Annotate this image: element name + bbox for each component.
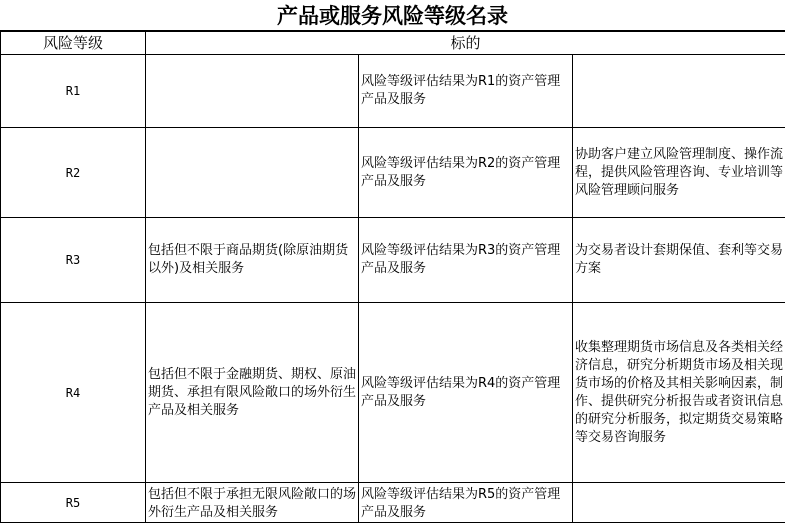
table-row (1, 55, 785, 128)
table-row (1, 303, 785, 483)
advisory-cell: 协助客户建立风险管理制度、操作流程，提供风险管理咨询、专业培训等风险管理顾问服务 (573, 128, 785, 218)
table-title: 产品或服务风险等级名录 (0, 0, 785, 31)
table-row (1, 218, 785, 303)
asset-management-cell: 风险等级评估结果为R4的资产管理产品及服务 (359, 303, 573, 483)
advisory-cell (573, 483, 785, 523)
asset-management-cell: 风险等级评估结果为R3的资产管理产品及服务 (359, 218, 573, 303)
risk-level-cell: R4 (1, 303, 146, 483)
risk-level-cell: R2 (1, 128, 146, 218)
advisory-cell: 为交易者设计套期保值、套利等交易方案 (573, 218, 785, 303)
risk-level-cell: R3 (1, 218, 146, 303)
advisory-cell: 收集整理期货市场信息及各类相关经济信息，研究分析期货市场及相关现货市场的价格及其相关影响因素，制作、提供研究分析报告或者资讯信息的研究分析服务，拟定期货交易策略等交易咨询服务 (573, 303, 785, 483)
commodity-cell: 包括但不限于金融期货、期权、原油期货、承担有限风险敞口的场外衍生产品及相关服务 (146, 303, 359, 483)
header-risk-level: 风险等级 (1, 32, 146, 55)
advisory-cell (573, 55, 785, 128)
asset-management-cell: 风险等级评估结果为R5的资产管理产品及服务 (359, 483, 573, 523)
commodity-cell (146, 128, 359, 218)
asset-management-cell: 风险等级评估结果为R2的资产管理产品及服务 (359, 128, 573, 218)
risk-level-cell: R5 (1, 483, 146, 523)
commodity-cell: 包括但不限于商品期货(除原油期货以外)及相关服务 (146, 218, 359, 303)
commodity-cell (146, 55, 359, 128)
risk-level-table (0, 31, 785, 523)
asset-management-cell: 风险等级评估结果为R1的资产管理产品及服务 (359, 55, 573, 128)
table-row (1, 483, 785, 523)
header-target: 标的 (146, 32, 785, 55)
risk-level-cell: R1 (1, 55, 146, 128)
header-row (1, 32, 785, 55)
table-row (1, 128, 785, 218)
commodity-cell: 包括但不限于承担无限风险敞口的场外衍生产品及相关服务 (146, 483, 359, 523)
